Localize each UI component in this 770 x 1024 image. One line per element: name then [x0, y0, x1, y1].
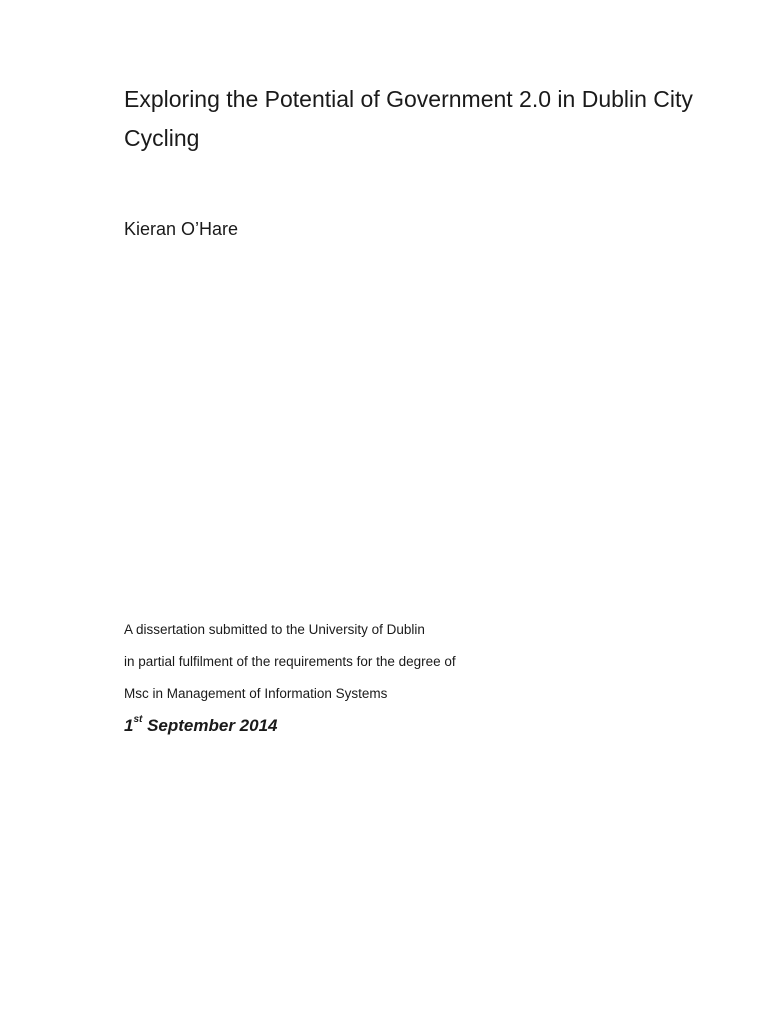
date-month-year: September 2014 [142, 716, 278, 735]
title-line-1: Exploring the Potential of Government 2.0 in Dublin City [124, 86, 693, 112]
date-ordinal-suffix: st [133, 714, 143, 726]
date-day: 1 [124, 716, 134, 735]
submission-line-2: in partial fulfilment of the requirements for the degree of [124, 654, 456, 669]
title-line-2: Cycling [124, 125, 200, 151]
submission-statement [124, 614, 456, 710]
submission-line-1: A dissertation submitted to the University of Dublin [124, 622, 425, 637]
submission-line-3: Msc in Management of Information Systems [124, 686, 388, 701]
author-name: Kieran O’Hare [124, 219, 239, 239]
submission-date [124, 712, 278, 740]
dissertation-title [124, 80, 724, 158]
